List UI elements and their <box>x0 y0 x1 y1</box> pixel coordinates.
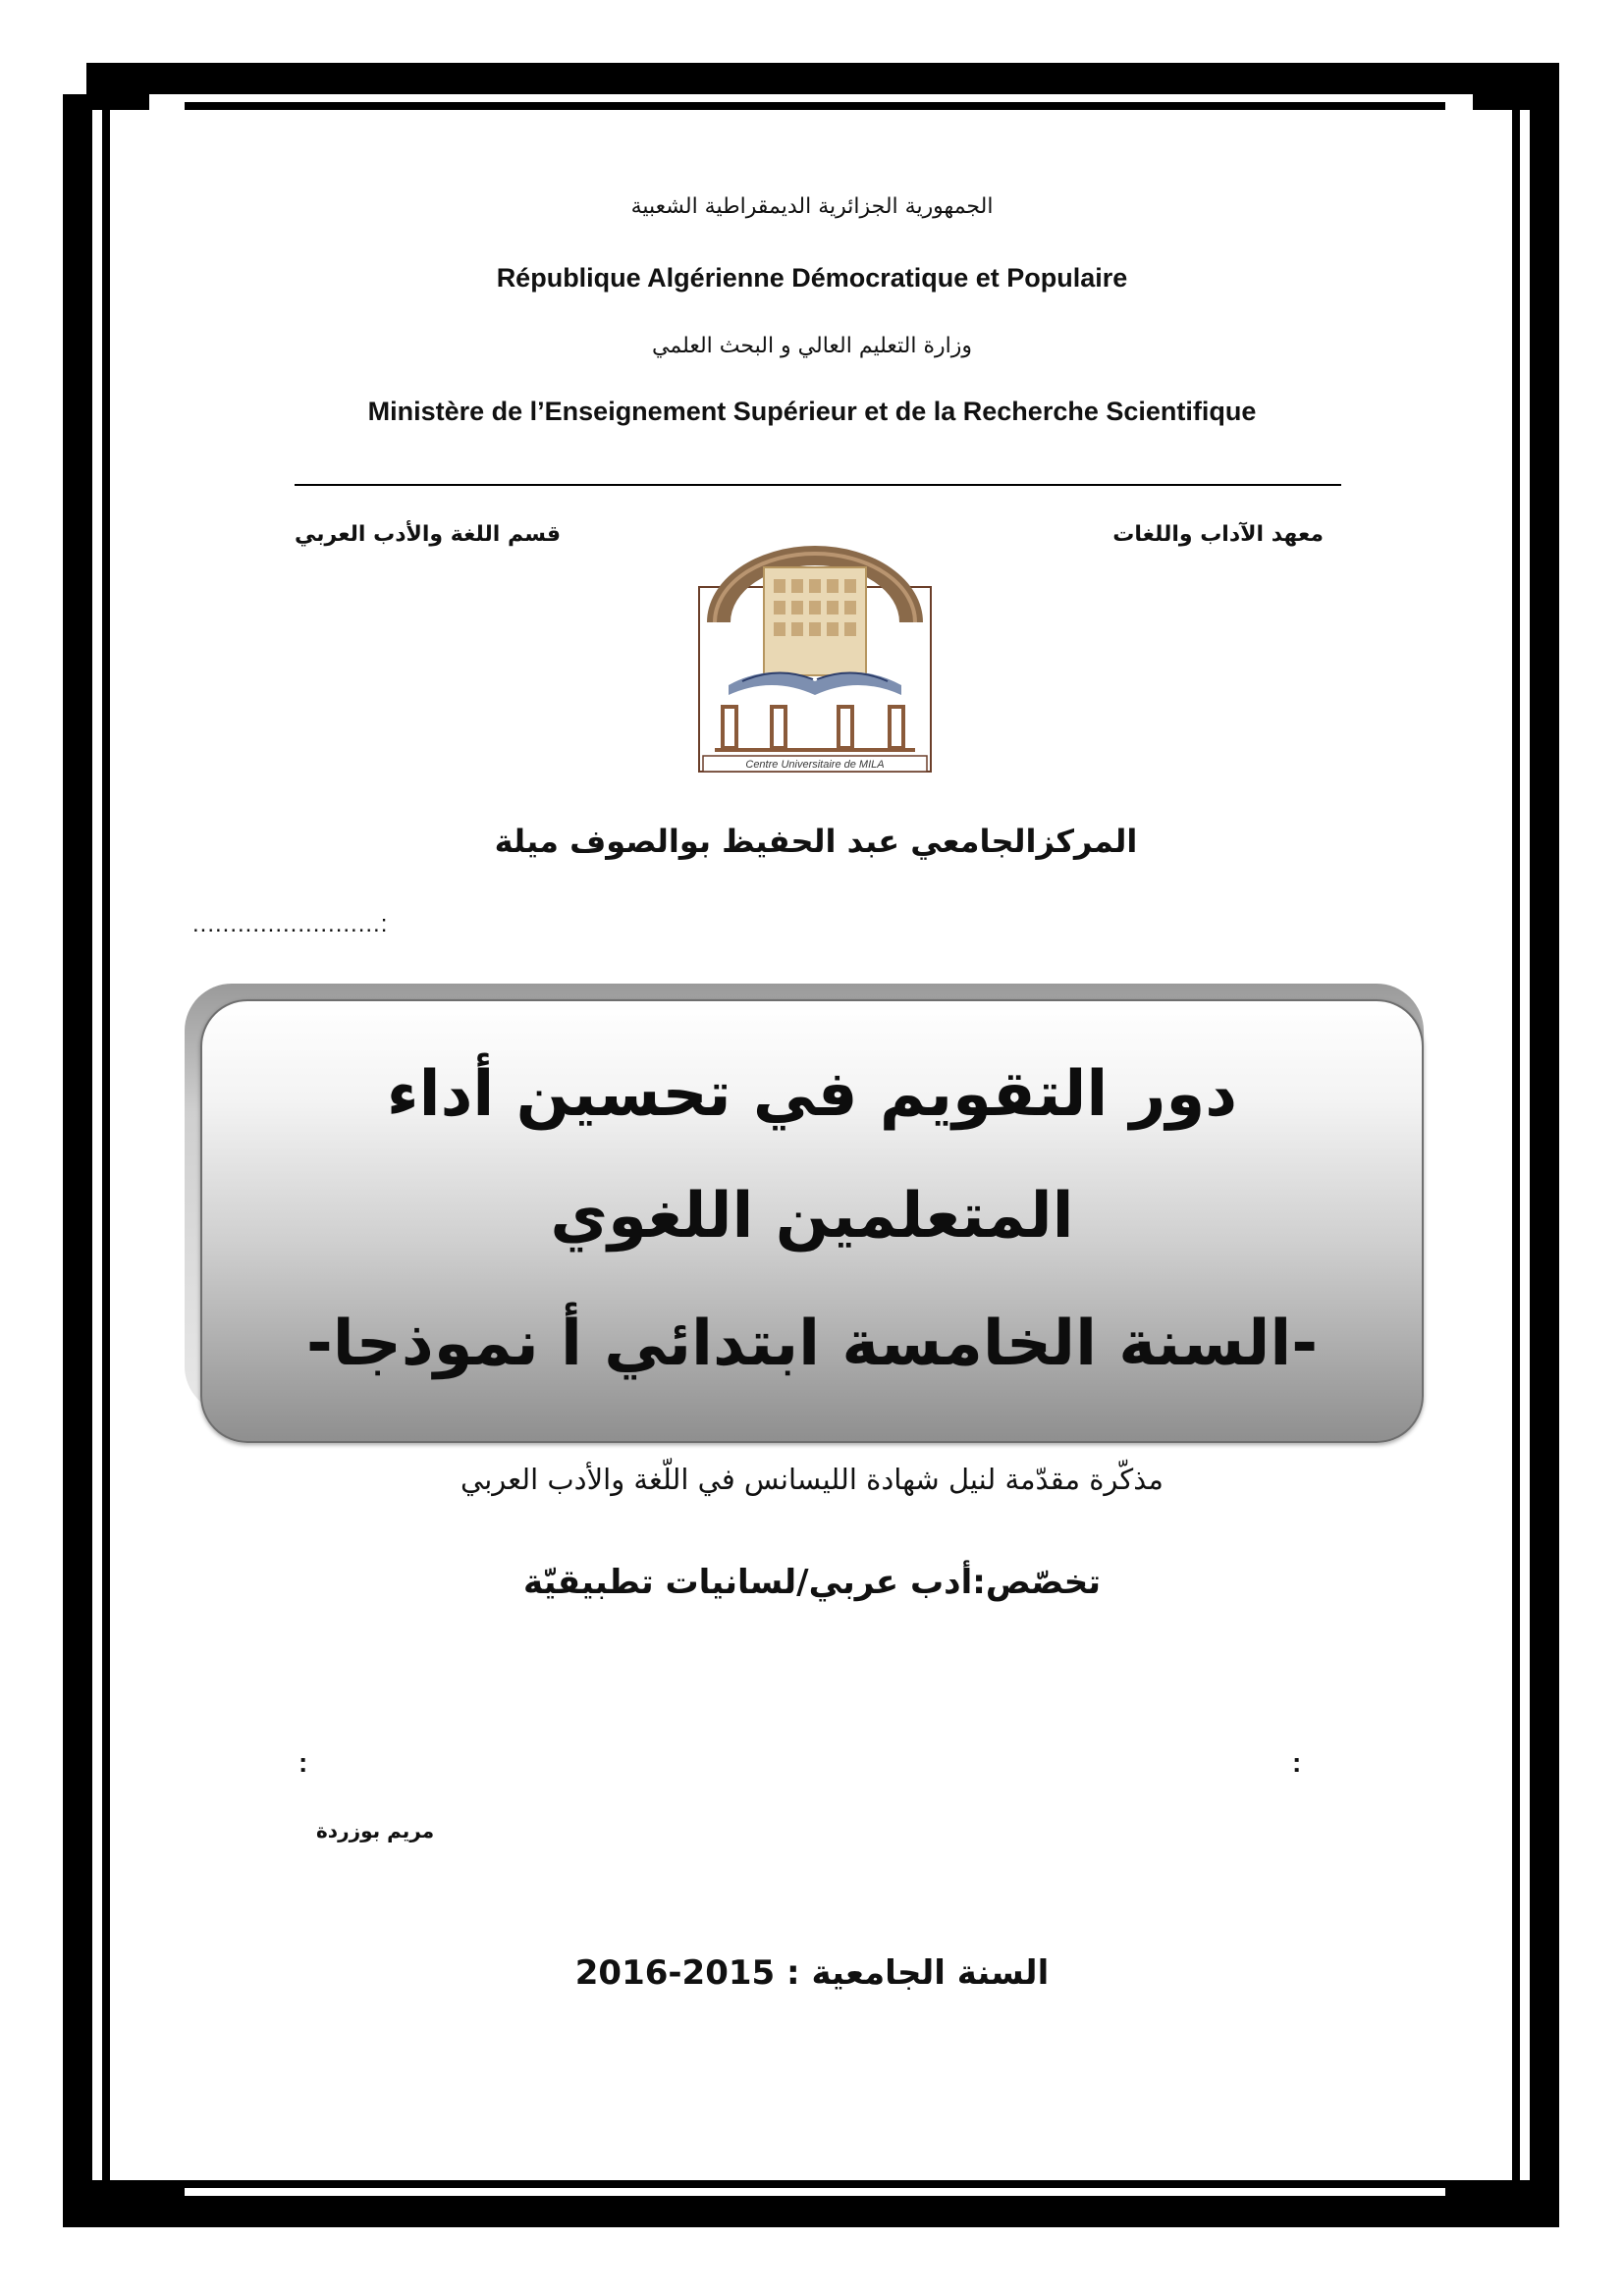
ministry-french: Ministère de l’Enseignement Supérieur et de la Recherche Scientifique <box>367 397 1257 426</box>
reference-dots: .........................: <box>192 911 389 937</box>
university-name: المركزالجامعي عبد الحفيظ بوالصوف ميلة <box>494 823 1138 860</box>
memo-statement: مذكّرة مقدّمة لنيل شهادة الليسانس في اللّغة والأدب العربي <box>460 1463 1164 1496</box>
border-bottom <box>149 2196 1473 2227</box>
border-bottom-inner <box>185 2180 1445 2188</box>
supervisor-label-colon: : <box>1292 1747 1302 1778</box>
border-corner-bottom-left <box>63 2180 185 2227</box>
thesis-title-box <box>200 999 1424 1443</box>
author-name: مريم بوزردة <box>316 1819 435 1842</box>
logo-caption: Centre Universitaire de MILA <box>745 759 885 771</box>
student-label-colon: : <box>298 1747 308 1778</box>
title-line-1: دور التقويم في تحسين أداء <box>386 1058 1238 1131</box>
university-building-icon <box>689 538 941 775</box>
specialty: تخصّص:أدب عربي/لسانيات تطبيقيّة <box>523 1563 1101 1602</box>
border-top <box>149 63 1473 94</box>
republic-french: République Algérienne Démocratique et Populaire <box>496 263 1128 293</box>
department-name: قسم اللغة والأدب العربي <box>295 522 561 547</box>
academic-year: السنة الجامعية : 2015-2016 <box>574 1953 1050 1993</box>
institute-name: معهد الآداب واللغات <box>1112 522 1324 547</box>
border-corner-top-left <box>86 63 149 110</box>
republic-arabic: الجمهورية الجزائرية الديمقراطية الشعبية <box>630 194 994 219</box>
title-line-3: -السنة الخامسة ابتدائي أ نموذجا- <box>306 1308 1318 1380</box>
header-divider <box>295 484 1341 486</box>
title-line-2: المتعلمين اللغوي <box>550 1180 1074 1253</box>
border-top-inner <box>185 102 1445 110</box>
border-corner-top-right <box>1473 63 1559 110</box>
border-corner-bottom-right <box>1445 2180 1559 2227</box>
university-logo <box>689 538 941 775</box>
ministry-arabic: وزارة التعليم العالي و البحث العلمي <box>652 334 972 358</box>
